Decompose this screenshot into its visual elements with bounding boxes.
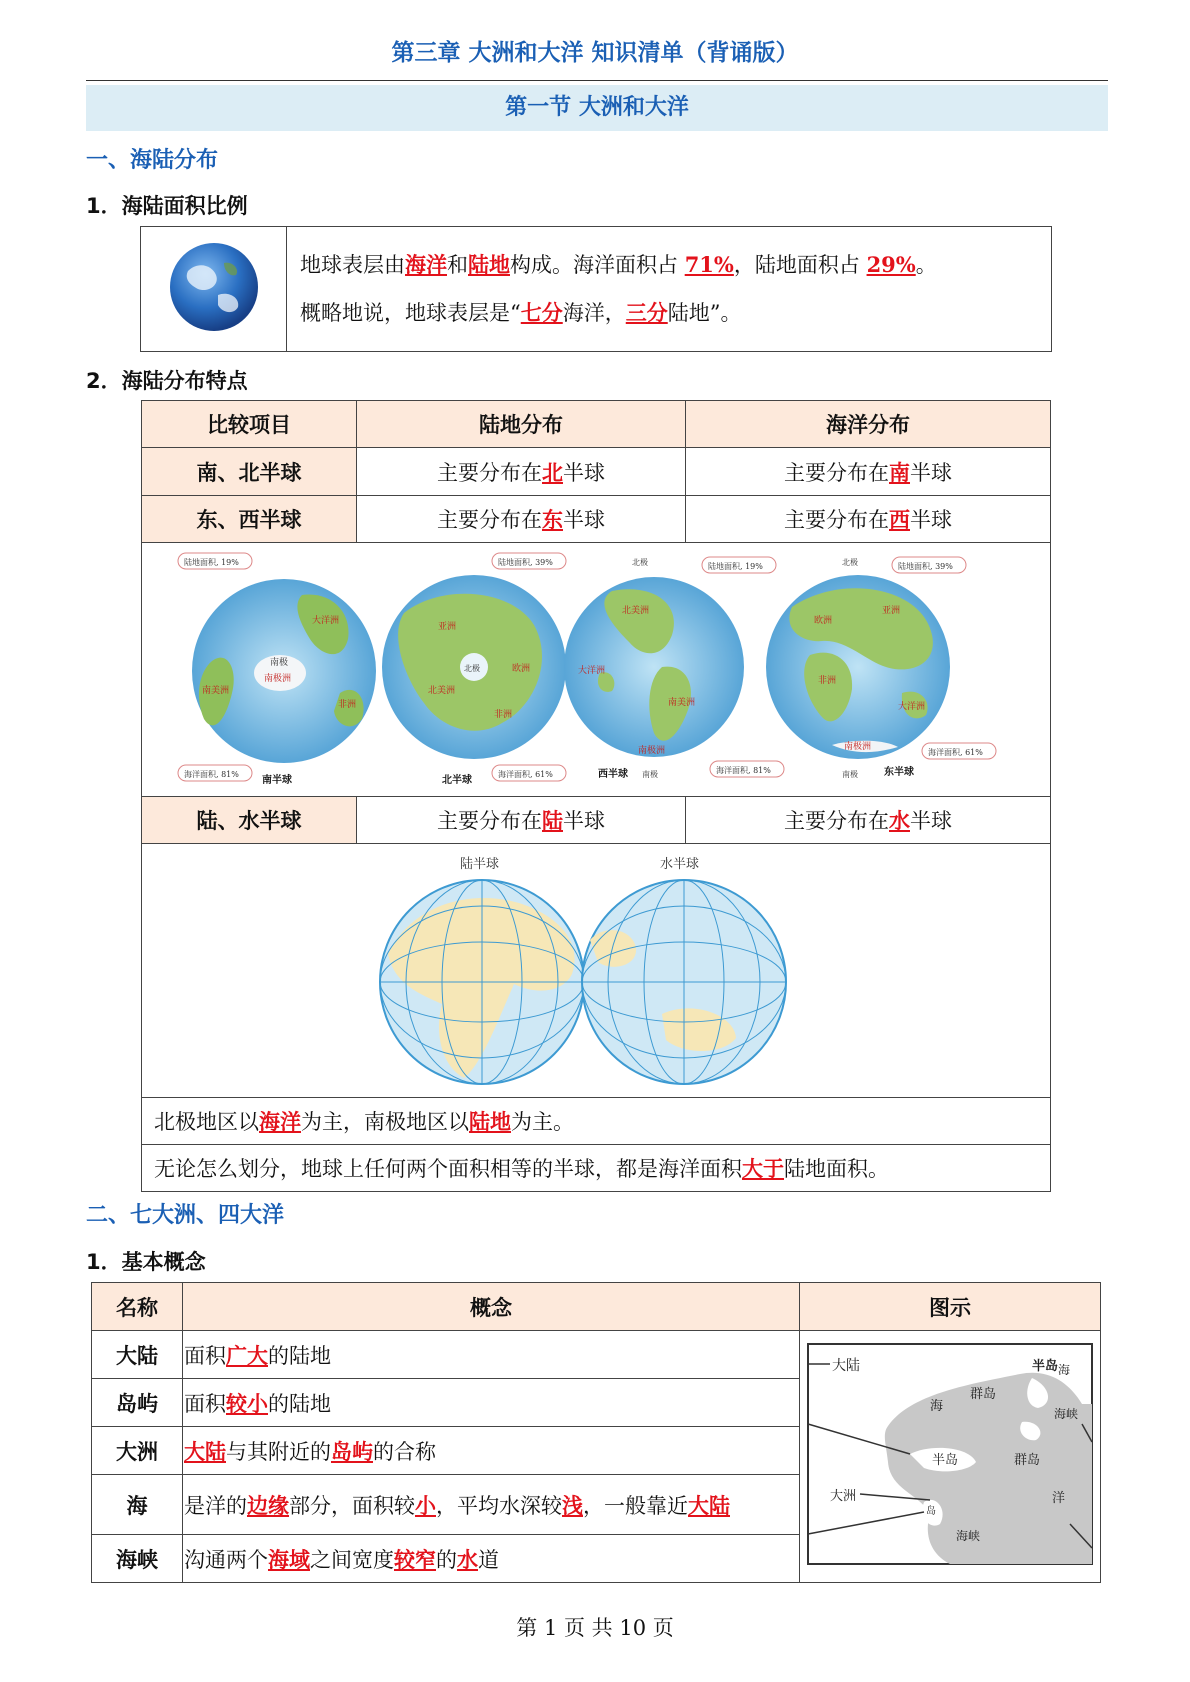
page-footer: 第 1 页 共 10 页	[516, 1616, 674, 1640]
land-cell: 主要分布在陆半球	[357, 797, 686, 844]
diagram-label: 海峡	[956, 1529, 981, 1543]
globe-continent-label: 南极洲	[844, 742, 872, 752]
sea-area-label: 海洋面积, 61%	[498, 770, 553, 779]
concept-text: 是洋的边缘部分，面积较小，平均水深较浅，一般靠近大陆	[183, 1475, 800, 1535]
concept-name: 海	[92, 1475, 183, 1535]
intro-table	[140, 226, 1052, 352]
earth-globe-icon	[168, 241, 260, 333]
land-water-hemisphere-cell	[142, 844, 1051, 1098]
intro-text-cell	[287, 227, 1052, 352]
sea-cell: 主要分布在西半球	[686, 496, 1051, 543]
land-hemisphere-globe	[380, 856, 584, 1084]
concept-text: 面积广大的陆地	[183, 1331, 800, 1379]
water-hemisphere-globe	[582, 856, 786, 1084]
concept-name: 大洲	[92, 1427, 183, 1475]
diagram-label: 群岛	[1014, 1453, 1041, 1468]
concept-name: 海峡	[92, 1535, 183, 1583]
table-row	[142, 797, 1051, 844]
land-area-label: 陆地面积, 39%	[898, 562, 953, 571]
globe-continent-label: 北美洲	[622, 606, 650, 616]
polar-note: 北极地区以海洋为主，南极地区以陆地为主。	[142, 1098, 1051, 1145]
globe-continent-label: 非洲	[494, 710, 513, 720]
diagram-label: 半岛	[1032, 1359, 1059, 1374]
col-header-name: 名称	[92, 1283, 183, 1331]
col-header-item: 比较项目	[142, 401, 357, 448]
concept-name: 大陆	[92, 1331, 183, 1379]
concepts-table	[91, 1282, 1101, 1583]
geography-concept-diagram	[800, 1334, 1100, 1574]
land-area-label: 陆地面积, 39%	[498, 558, 553, 567]
sea-area-label: 海洋面积, 61%	[928, 748, 983, 757]
distribution-table	[141, 400, 1051, 1192]
water-hemisphere-label: 水半球	[660, 857, 700, 872]
sea-cell: 主要分布在南半球	[686, 448, 1051, 496]
globe-continent-label: 大洋洲	[312, 616, 340, 626]
row-label: 南、北半球	[142, 448, 357, 496]
hemisphere-name: 北半球	[442, 775, 472, 786]
table-row	[142, 496, 1051, 543]
globe-center-label: 北极	[464, 664, 480, 673]
col-header-diagram: 图示	[800, 1283, 1101, 1331]
row-label: 东、西半球	[142, 496, 357, 543]
diagram-label: 大陆	[832, 1358, 860, 1374]
land-water-hemisphere-maps	[142, 844, 1050, 1092]
sea-area-label: 海洋面积, 81%	[184, 770, 239, 779]
section-banner: 第一节 大洲和大洋	[86, 85, 1108, 131]
sub-heading-basic-concepts: 1．基本概念	[86, 1250, 206, 1274]
row-label: 陆、水半球	[142, 797, 357, 844]
diagram-label: 洋	[1052, 1491, 1066, 1506]
intro-line-2: 概略地说，地球表层是“七分海洋，三分陆地”。	[300, 300, 742, 325]
diagram-label: 海峡	[1054, 1407, 1079, 1421]
globe-continent-label: 大洋洲	[578, 666, 606, 676]
land-hemisphere-label: 陆半球	[460, 857, 500, 872]
concept-diagram-cell	[800, 1331, 1101, 1583]
diagram-label: 岛	[926, 1506, 936, 1517]
hemisphere-name: 南半球	[262, 775, 292, 786]
hemisphere-name: 西半球	[598, 769, 628, 780]
land-area-label: 陆地面积, 19%	[184, 558, 239, 567]
globe-west-hemisphere	[564, 557, 784, 780]
globe-east-hemisphere	[766, 557, 996, 779]
south-pole-label: 南极	[842, 770, 858, 779]
globe-continent-label: 南美洲	[202, 686, 230, 696]
diagram-label: 半岛	[932, 1453, 959, 1468]
north-pole-label: 北极	[632, 558, 648, 567]
land-cell: 主要分布在北半球	[357, 448, 686, 496]
globe-continent-label: 欧洲	[814, 616, 833, 626]
globe-continent-label: 非洲	[818, 676, 837, 686]
chapter-title: 第三章 大洲和大洋 知识清单（背诵版）	[391, 40, 799, 66]
table-row	[142, 448, 1051, 496]
table-row	[92, 1331, 1101, 1379]
globe-center-label: 南极	[270, 658, 289, 668]
title-rule	[86, 80, 1108, 81]
sub-heading-area-ratio: 1．海陆面积比例	[86, 194, 248, 218]
hemisphere-name: 东半球	[884, 767, 914, 778]
earth-image-cell	[141, 227, 287, 352]
land-area-label: 陆地面积, 19%	[708, 562, 763, 571]
sea-area-label: 海洋面积, 81%	[716, 766, 771, 775]
col-header-land: 陆地分布	[357, 401, 686, 448]
globe-continent-label: 大洋洲	[898, 702, 926, 712]
concept-name: 岛屿	[92, 1379, 183, 1427]
heading-continents-oceans: 二、七大洲、四大洋	[86, 1203, 285, 1228]
globe-continent-label: 南极洲	[264, 674, 292, 684]
globe-south-hemisphere	[178, 553, 376, 786]
land-cell: 主要分布在东半球	[357, 496, 686, 543]
any-hemisphere-note: 无论怎么划分，地球上任何两个面积相等的半球，都是海洋面积大于陆地面积。	[142, 1145, 1051, 1192]
diagram-label: 大洲	[830, 1489, 857, 1504]
col-header-concept: 概念	[183, 1283, 800, 1331]
north-pole-label: 北极	[842, 558, 858, 567]
globe-continent-label: 南美洲	[668, 698, 696, 708]
intro-line-1: 地球表层由海洋和陆地构成。海洋面积占 71%，陆地面积占 29%。	[300, 252, 937, 277]
globe-continent-label: 南极洲	[638, 746, 666, 756]
diagram-label: 海	[1058, 1363, 1071, 1377]
globe-continent-label: 非洲	[338, 700, 357, 710]
south-pole-label: 南极	[642, 770, 658, 779]
sub-heading-distribution: 2．海陆分布特点	[86, 369, 248, 393]
globe-north-hemisphere	[382, 553, 566, 786]
hemisphere-maps	[142, 543, 1050, 791]
hemisphere-maps-cell	[142, 543, 1051, 797]
heading-sea-land-distribution: 一、海陆分布	[86, 148, 219, 173]
concept-text: 大陆与其附近的岛屿的合称	[183, 1427, 800, 1475]
globe-continent-label: 亚洲	[882, 606, 901, 616]
col-header-sea: 海洋分布	[686, 401, 1051, 448]
sea-cell: 主要分布在水半球	[686, 797, 1051, 844]
concept-text: 面积较小的陆地	[183, 1379, 800, 1427]
globe-continent-label: 欧洲	[512, 664, 531, 674]
globe-continent-label: 亚洲	[438, 622, 457, 632]
diagram-label: 海	[930, 1399, 944, 1414]
diagram-label: 群岛	[970, 1387, 997, 1402]
concept-text: 沟通两个海域之间宽度较窄的水道	[183, 1535, 800, 1583]
globe-continent-label: 北美洲	[428, 686, 456, 696]
